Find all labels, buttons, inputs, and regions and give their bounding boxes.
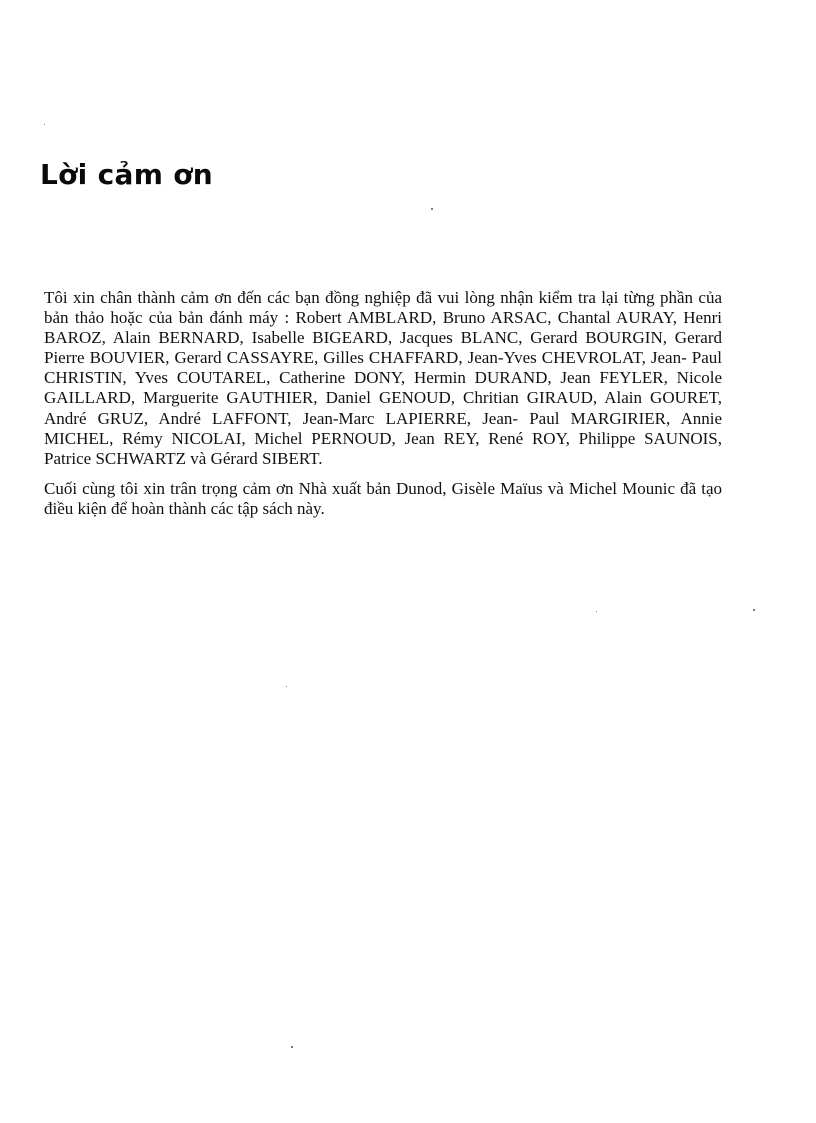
scan-speck [44, 124, 45, 125]
acknowledgements-body [44, 288, 722, 519]
closing-paragraph: Cuối cùng tôi xin trân trọng cảm ơn Nhà xuất bản Dunod, Gisèle Maïus và Michel Mounic đã tạo điều kiện để hoàn thành các tập sách này. [44, 478, 722, 518]
scan-speck [753, 609, 755, 611]
acknowledgements-paragraph: Tôi xin chân thành cảm ơn đến các bạn đồng nghiệp đã vui lòng nhận kiểm tra lại từng phần của bản thảo hoặc của bản đánh máy : Robert AMBLARD, Bruno ARSAC, Chantal AURAY, Henri BAROZ, Alain BERNARD, Isabelle BIGEARD, Jacques BLANC, Gerard BOURGIN, Gerard Pierre BOUVIER, Gerard CASSAYRE, Gilles CHAFFARD, Jean-Yves CHEVROLAT, Jean- Paul CHRISTIN, Yves COUTAREL, Catherine DONY, Hermin DURAND, Jean FEYLER, Nicole GAILLARD, Marguerite GAUTHIER, Daniel GENOUD, Chritian GIRAUD, Alain GOURET, André GRUZ, André LAFFONT, Jean-Marc LAPIERRE, Jean- Paul MARGIRIER, Annie MICHEL, Rémy NICOLAI, Michel PERNOUD, Jean REY, René ROY, Philippe SAUNOIS, Patrice SCHWARTZ và Gérard SIBERT. [44, 288, 722, 468]
page-title: Lời cảm ơn [40, 158, 214, 191]
scan-speck [596, 611, 597, 612]
scan-speck [291, 1046, 293, 1048]
scan-speck [431, 208, 433, 210]
scan-speck [286, 686, 287, 687]
